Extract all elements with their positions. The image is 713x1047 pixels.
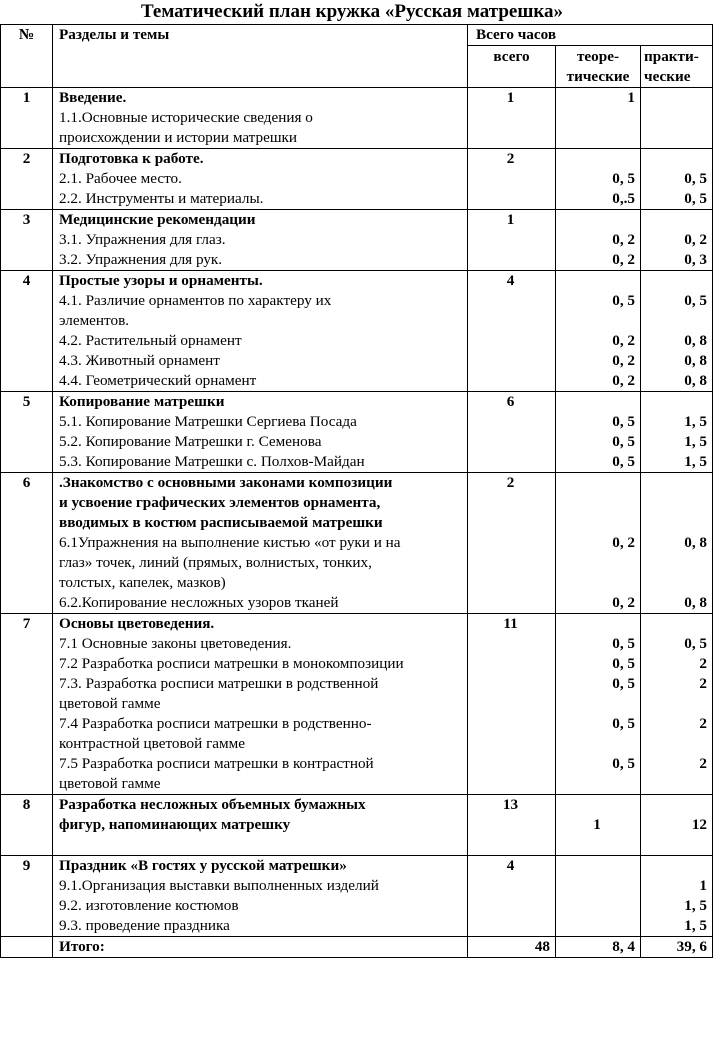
theory-value: 0, 5 <box>612 292 635 309</box>
topic-line: 7.5 Разработка росписи матрешки в контрастной <box>59 755 374 772</box>
section-topics <box>53 271 468 392</box>
topic-line: 1.1.Основные исторические сведения о <box>59 109 313 126</box>
section-row <box>1 473 713 614</box>
section-topics <box>53 88 468 149</box>
practice-value: 1, 5 <box>684 453 708 470</box>
section-practice-hours <box>641 392 713 473</box>
theory-value: 1 <box>593 816 601 833</box>
topic-line: 5.2. Копирование Матрешки г. Семенова <box>59 433 322 450</box>
section-topics <box>53 392 468 473</box>
section-practice-hours <box>641 856 713 937</box>
total-value: 2 <box>506 474 515 491</box>
theory-value <box>559 210 635 230</box>
section-number: 5 <box>1 392 53 473</box>
column-header-practice <box>641 46 713 88</box>
section-row <box>1 392 713 473</box>
practice-value: 0, 8 <box>684 594 708 611</box>
practice-value: 2 <box>699 655 708 672</box>
section-number: 4 <box>1 271 53 392</box>
topic-line: 7.2 Разработка росписи матрешки в монокомпозиции <box>59 655 404 672</box>
section-topics <box>53 614 468 795</box>
section-topics <box>53 856 468 937</box>
total-value: 2 <box>506 150 515 167</box>
practice-value <box>644 210 707 230</box>
theory-value <box>559 392 635 412</box>
section-number: 9 <box>1 856 53 937</box>
section-practice-hours <box>641 795 713 856</box>
topic-line: 6.1Упражнения на выполнение кистью «от руки и на <box>59 534 401 551</box>
theory-value: 0, 2 <box>612 231 635 248</box>
section-row <box>1 149 713 210</box>
section-number: 8 <box>1 795 53 856</box>
practice-value <box>644 614 707 634</box>
topic-line: цветовой гамме <box>59 695 161 712</box>
theory-value: 0, 5 <box>612 413 635 430</box>
theory-value: 0, 5 <box>612 715 635 732</box>
topic-line: 9.3. проведение праздника <box>59 917 230 934</box>
theory-value <box>559 876 635 896</box>
section-title: фигур, напоминающих матрешку <box>59 816 291 833</box>
theory-value: 0, 2 <box>612 352 635 369</box>
topic-line: контрастной цветовой гамме <box>59 735 246 752</box>
theory-value: 0, 2 <box>612 332 635 349</box>
section-row <box>1 210 713 271</box>
theory-value: 0, 5 <box>612 675 635 692</box>
theory-value <box>559 916 635 936</box>
practice-value: 0, 2 <box>684 231 708 248</box>
practice-value: 0, 5 <box>684 190 708 207</box>
thematic-plan-table <box>0 24 713 958</box>
section-title: Медицинские рекомендации <box>59 211 256 228</box>
theory-value <box>559 795 635 815</box>
total-value: 4 <box>506 857 515 874</box>
section-practice-hours <box>641 473 713 614</box>
total-value: 1 <box>506 89 515 106</box>
topic-line: 7.1 Основные законы цветоведения. <box>59 635 292 652</box>
practice-value <box>644 473 707 493</box>
topic-line: 4.3. Животный орнамент <box>59 352 220 369</box>
section-number: 2 <box>1 149 53 210</box>
section-total-hours <box>468 473 556 614</box>
section-practice-hours <box>641 149 713 210</box>
practice-value <box>644 795 707 815</box>
practice-value <box>644 149 707 169</box>
theory-value: 0, 2 <box>612 251 635 268</box>
topic-line: 2.1. Рабочее место. <box>59 170 182 187</box>
section-theory-hours <box>556 473 641 614</box>
topic-line: 7.4 Разработка росписи матрешки в родственно- <box>59 715 372 732</box>
section-title: и усвоение графических элементов орнамента, <box>59 494 381 511</box>
practice-value <box>644 271 707 291</box>
theory-value: 0,.5 <box>612 190 635 207</box>
header-practice-line: ческие <box>644 68 691 85</box>
section-theory-hours <box>556 88 641 149</box>
header-row <box>1 25 713 46</box>
practice-value: 0, 5 <box>684 170 708 187</box>
topic-line: 9.1.Организация выставки выполненных изделий <box>59 877 379 894</box>
section-title: Простые узоры и орнаменты. <box>59 272 263 289</box>
section-total-hours <box>468 614 556 795</box>
theory-value <box>559 108 635 128</box>
practice-value: 2 <box>699 755 708 772</box>
section-row <box>1 88 713 149</box>
theory-value <box>559 896 635 916</box>
header-theory-line: теоре- <box>576 48 620 65</box>
practice-value <box>644 108 707 128</box>
practice-value: 0, 8 <box>684 534 708 551</box>
practice-value: 1, 5 <box>684 897 708 914</box>
practice-value <box>644 856 707 876</box>
section-total-hours <box>468 88 556 149</box>
section-title: Копирование матрешки <box>59 393 225 410</box>
topic-line: 7.3. Разработка росписи матрешки в родственной <box>59 675 379 692</box>
practice-value: 12 <box>691 816 708 833</box>
total-value: 11 <box>503 615 518 632</box>
section-title: Введение. <box>59 89 127 106</box>
practice-value: 2 <box>699 715 708 732</box>
topic-line: 3.1. Упражнения для глаз. <box>59 231 226 248</box>
theory-value: 1 <box>627 89 635 106</box>
section-number: 1 <box>1 88 53 149</box>
column-header-sections: Разделы и темы <box>53 25 468 88</box>
section-practice-hours <box>641 88 713 149</box>
theory-value: 0, 5 <box>612 635 635 652</box>
topic-line: происхождении и истории матрешки <box>59 129 298 146</box>
topic-line: толстых, капелек, мазков) <box>59 574 226 591</box>
section-row <box>1 271 713 392</box>
section-practice-hours <box>641 210 713 271</box>
totals-row <box>1 937 713 958</box>
section-theory-hours <box>556 795 641 856</box>
totals-practice: 39, 6 <box>641 937 713 958</box>
practice-value: 1 <box>699 877 708 894</box>
section-practice-hours <box>641 614 713 795</box>
practice-value: 2 <box>699 675 708 692</box>
theory-value <box>559 473 635 493</box>
section-total-hours <box>468 149 556 210</box>
theory-value <box>559 856 635 876</box>
topic-line: цветовой гамме <box>59 775 161 792</box>
section-theory-hours <box>556 614 641 795</box>
totals-total: 48 <box>468 937 556 958</box>
section-number: 3 <box>1 210 53 271</box>
section-theory-hours <box>556 392 641 473</box>
section-title: Разработка несложных объемных бумажных <box>59 796 366 813</box>
total-value: 6 <box>506 393 515 410</box>
theory-value: 0, 5 <box>612 453 635 470</box>
section-topics <box>53 795 468 856</box>
topic-line: 4.2. Растительный орнамент <box>59 332 242 349</box>
section-number: 7 <box>1 614 53 795</box>
topic-line: элементов. <box>59 312 130 329</box>
practice-value: 1, 5 <box>684 433 708 450</box>
theory-value <box>559 614 635 634</box>
practice-value: 0, 8 <box>684 332 708 349</box>
section-total-hours <box>468 795 556 856</box>
section-theory-hours <box>556 271 641 392</box>
topic-line: 4.4. Геометрический орнамент <box>59 372 257 389</box>
section-title: Праздник «В гостях у русской матрешки» <box>59 857 347 874</box>
theory-value <box>559 149 635 169</box>
topic-line: 9.2. изготовление костюмов <box>59 897 239 914</box>
topic-line: 5.1. Копирование Матрешки Сергиева Посада <box>59 413 357 430</box>
section-number: 6 <box>1 473 53 614</box>
topic-line: 5.3. Копирование Матрешки с. Полхов-Майдан <box>59 453 365 470</box>
topic-line: 4.1. Различие орнаментов по характеру их <box>59 292 332 309</box>
section-row <box>1 614 713 795</box>
total-value: 13 <box>502 796 519 813</box>
section-title: Основы цветоведения. <box>59 615 215 632</box>
section-title: вводимых в костюм расписываемой матрешки <box>59 514 383 531</box>
totals-theory: 8, 4 <box>556 937 641 958</box>
topic-line: 2.2. Инструменты и материалы. <box>59 190 264 207</box>
theory-value: 0, 5 <box>612 433 635 450</box>
practice-value: 1, 5 <box>684 413 708 430</box>
topic-line: 3.2. Упражнения для рук. <box>59 251 223 268</box>
column-header-total: всего <box>468 46 556 88</box>
section-row <box>1 856 713 937</box>
practice-value: 0, 8 <box>684 372 708 389</box>
header-theory-line: тические <box>566 68 630 85</box>
practice-value <box>644 88 707 108</box>
section-title: .Знакомство с основными законами композиции <box>59 474 393 491</box>
practice-value: 1, 5 <box>684 917 708 934</box>
topic-line: 6.2.Копирование несложных узоров тканей <box>59 594 339 611</box>
section-row <box>1 795 713 856</box>
section-title: Подготовка к работе. <box>59 150 204 167</box>
practice-value <box>644 392 707 412</box>
column-header-total-hours: Всего часов <box>468 25 713 46</box>
section-theory-hours <box>556 149 641 210</box>
practice-value: 0, 8 <box>684 352 708 369</box>
theory-value: 0, 5 <box>612 655 635 672</box>
theory-value: 0, 2 <box>612 594 635 611</box>
theory-value: 0, 2 <box>612 372 635 389</box>
total-value: 1 <box>506 211 515 228</box>
theory-value <box>559 271 635 291</box>
section-total-hours <box>468 856 556 937</box>
section-practice-hours <box>641 271 713 392</box>
total-value: 4 <box>506 272 515 289</box>
page-title: Тематический план кружка «Русская матрешка» <box>140 1 564 22</box>
section-total-hours <box>468 392 556 473</box>
section-theory-hours <box>556 856 641 937</box>
theory-value: 0, 5 <box>612 170 635 187</box>
section-total-hours <box>468 210 556 271</box>
topic-line: глаз» точек, линий (прямых, волнистых, тонких, <box>59 554 372 571</box>
practice-value: 0, 5 <box>684 635 708 652</box>
header-practice-line: практи- <box>644 48 699 65</box>
theory-value: 0, 5 <box>612 755 635 772</box>
section-topics <box>53 210 468 271</box>
practice-value: 0, 5 <box>684 292 708 309</box>
theory-value: 0, 2 <box>612 534 635 551</box>
section-total-hours <box>468 271 556 392</box>
totals-label: Итого: <box>53 937 468 958</box>
column-header-num: № <box>1 25 53 88</box>
practice-value: 0, 3 <box>684 251 708 268</box>
section-theory-hours <box>556 210 641 271</box>
column-header-theory <box>556 46 641 88</box>
section-topics <box>53 149 468 210</box>
section-topics <box>53 473 468 614</box>
